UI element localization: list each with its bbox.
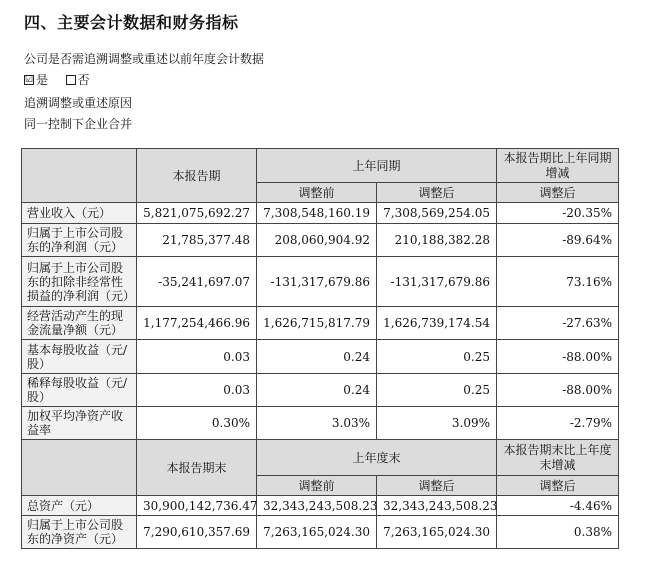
header-prior-year-end: 上年度末 — [257, 440, 497, 476]
cell-before: 0.24 — [257, 340, 377, 374]
cell-before: 3.03% — [257, 407, 377, 440]
row-label: 基本每股收益（元/股） — [22, 340, 137, 374]
header-change: 本报告期末比上年度末增减 — [497, 440, 619, 476]
table-row — [22, 374, 619, 407]
cell-change: -20.35% — [497, 203, 619, 224]
cell-after: 3.09% — [377, 407, 497, 440]
cell-current: 0.03 — [137, 374, 257, 407]
yes-label: 是 — [36, 73, 49, 87]
table-row — [22, 340, 619, 374]
table-row — [22, 516, 619, 549]
header-period-end: 本报告期末 — [137, 440, 257, 496]
cell-after: 0.25 — [377, 340, 497, 374]
header-adjusted-after: 调整后 — [377, 476, 497, 496]
section-heading: 四、主要会计数据和财务指标 — [24, 13, 239, 32]
cell-after: 1,626,739,174.54 — [377, 307, 497, 340]
cell-before: 208,060,904.92 — [257, 224, 377, 257]
row-label: 经营活动产生的现金流量净额（元） — [22, 307, 137, 340]
cell-change: -27.63% — [497, 307, 619, 340]
header-adjusted-before: 调整前 — [257, 476, 377, 496]
row-label: 归属于上市公司股东的扣除非经常性损益的净利润（元） — [22, 257, 137, 307]
table-row — [22, 407, 619, 440]
table-row — [22, 224, 619, 257]
restatement-question: 公司是否需追溯调整或重述以前年度会计数据 — [24, 52, 265, 66]
reason-text: 同一控制下企业合并 — [24, 117, 133, 131]
header-current-period: 本报告期 — [137, 149, 257, 203]
row-label: 加权平均净资产收益率 — [22, 407, 137, 440]
header-change: 本报告期比上年同期增减 — [497, 149, 619, 183]
cell-after: -131,317,679.86 — [377, 257, 497, 307]
cell-before: 1,626,715,817.79 — [257, 307, 377, 340]
cell-change: -2.79% — [497, 407, 619, 440]
table-row — [22, 257, 619, 307]
header-change-adjusted: 调整后 — [497, 476, 619, 496]
cell-before: 0.24 — [257, 374, 377, 407]
cell-before: -131,317,679.86 — [257, 257, 377, 307]
cell-current: -35,241,697.07 — [137, 257, 257, 307]
header-prior-period: 上年同期 — [257, 149, 497, 183]
header-blank — [22, 440, 137, 496]
cell-change: 0.38% — [497, 516, 619, 549]
cell-current: 0.30% — [137, 407, 257, 440]
row-label: 归属于上市公司股东的净资产（元） — [22, 516, 137, 549]
table-row — [22, 203, 619, 224]
table-row — [22, 496, 619, 516]
row-label: 稀释每股收益（元/股） — [22, 374, 137, 407]
cell-current: 7,290,610,357.69 — [137, 516, 257, 549]
cell-after: 210,188,382.28 — [377, 224, 497, 257]
cell-current: 30,900,142,736.47 — [137, 496, 257, 516]
cell-before: 7,308,548,160.19 — [257, 203, 377, 224]
no-checkbox[interactable] — [66, 75, 76, 85]
cell-after: 7,263,165,024.30 — [377, 516, 497, 549]
header-adjusted-after: 调整后 — [377, 183, 497, 203]
cell-current: 5,821,075,692.27 — [137, 203, 257, 224]
restatement-options — [24, 71, 90, 88]
cell-change: 73.16% — [497, 257, 619, 307]
financial-table — [21, 148, 619, 549]
cell-current: 0.03 — [137, 340, 257, 374]
cell-after: 7,308,569,254.05 — [377, 203, 497, 224]
cell-change: -88.00% — [497, 340, 619, 374]
reason-title: 追溯调整或重述原因 — [24, 96, 133, 110]
row-label: 总资产（元） — [22, 496, 137, 516]
cell-change: -88.00% — [497, 374, 619, 407]
table-row — [22, 307, 619, 340]
cell-after: 0.25 — [377, 374, 497, 407]
cell-after: 32,343,243,508.23 — [377, 496, 497, 516]
yes-checkbox[interactable]: ☑ — [25, 75, 34, 85]
cell-change: -89.64% — [497, 224, 619, 257]
row-label: 归属于上市公司股东的净利润（元） — [22, 224, 137, 257]
cell-current: 1,177,254,466.96 — [137, 307, 257, 340]
no-label: 否 — [77, 73, 90, 87]
cell-current: 21,785,377.48 — [137, 224, 257, 257]
header-blank — [22, 149, 137, 203]
header-change-adjusted: 调整后 — [497, 183, 619, 203]
row-label: 营业收入（元） — [22, 203, 137, 224]
cell-before: 7,263,165,024.30 — [257, 516, 377, 549]
cell-change: -4.46% — [497, 496, 619, 516]
header-adjusted-before: 调整前 — [257, 183, 377, 203]
cell-before: 32,343,243,508.23 — [257, 496, 377, 516]
